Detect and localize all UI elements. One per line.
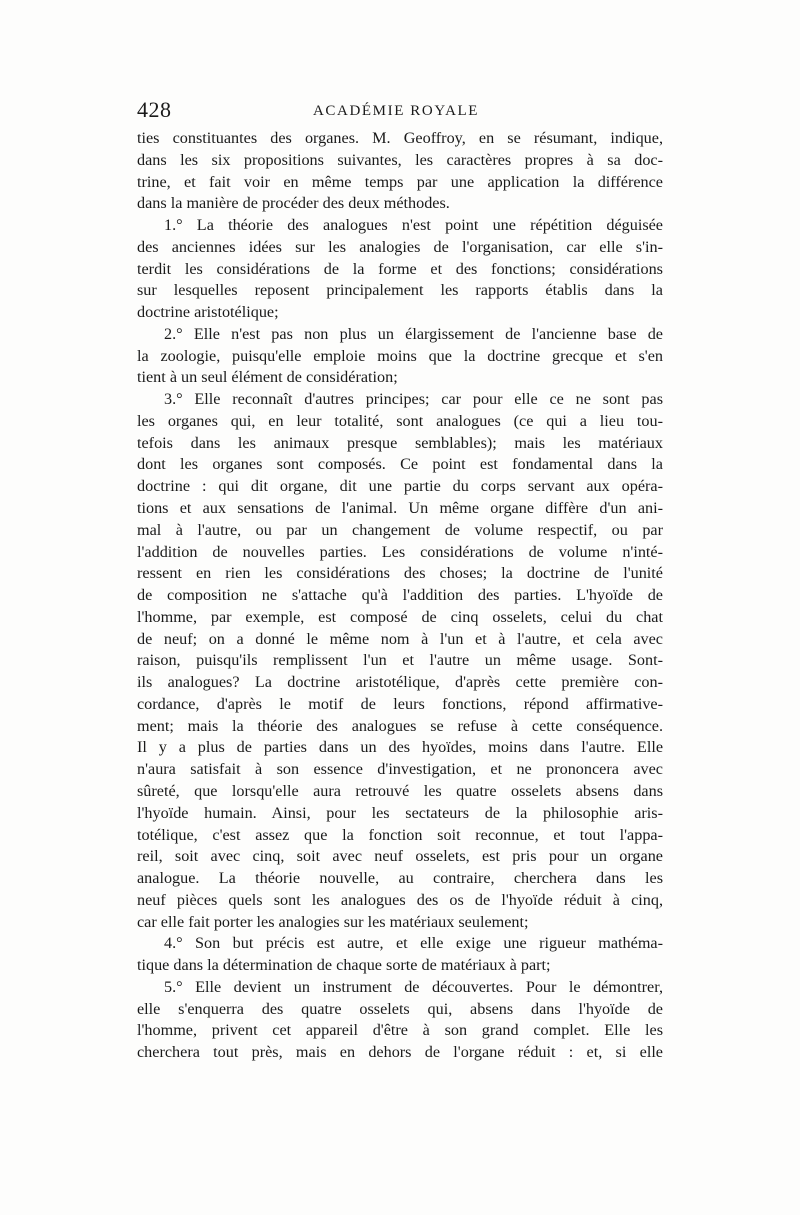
page-number: 428 bbox=[137, 97, 172, 122]
text-line: les organes qui, en leur totalité, sont analogues (ce qui a lieu tou- bbox=[137, 411, 663, 430]
text-line: doctrine : qui dit organe, dit une partie du corps servant aux opéra- bbox=[137, 477, 663, 496]
text-line: raison, puisqu'ils remplissent l'un et l'autre un même usage. Sont- bbox=[137, 651, 663, 670]
text-line: car elle fait porter les analogies sur les matériaux seulement; bbox=[137, 912, 529, 931]
text-line: elle s'enquerra des quatre osselets qui, absens dans l'hyoïde de bbox=[137, 999, 663, 1018]
text-line: Il y a plus de parties dans un des hyoïdes, moins dans l'autre. Elle bbox=[137, 738, 663, 757]
text-line: dans les six propositions suivantes, les caractères propres à sa doc- bbox=[137, 150, 663, 169]
text-line: sûreté, que lorsqu'elle aura retrouvé les quatre osselets absens dans bbox=[137, 781, 663, 800]
text-line: mal à l'autre, ou par un changement de volume respectif, ou par bbox=[137, 520, 663, 539]
text-line: ties constituantes des organes. M. Geoffroy, en se résumant, indique, bbox=[137, 129, 663, 147]
text-line: l'homme, par exemple, est composé de cinq osselets, celui du chat bbox=[137, 607, 663, 626]
text-line: totélique, c'est assez que la fonction soit reconnue, et tout l'appa- bbox=[137, 825, 663, 844]
text-line: tions et aux sensations de l'animal. Un même organe diffère d'un ani- bbox=[137, 499, 663, 518]
text-line: trine, et fait voir en même temps par une application la différence bbox=[137, 172, 663, 191]
proposition-5-line: 5.° Elle devient un instrument de découvertes. Pour le démontrer, bbox=[164, 977, 663, 996]
text-line: la zoologie, puisqu'elle emploie moins que la doctrine grecque et s'en bbox=[137, 346, 663, 365]
text-line: l'homme, privent cet appareil d'être à son grand complet. Elle les bbox=[137, 1021, 663, 1040]
text-line: dont les organes sont composés. Ce point est fondamental dans la bbox=[137, 455, 663, 474]
text-line: ils analogues? La doctrine aristotélique, d'après cette première con- bbox=[137, 673, 663, 692]
text-line: ressent en rien les considérations des choses; la doctrine de l'unité bbox=[137, 564, 663, 583]
text-line: analogue. La théorie nouvelle, au contraire, cherchera dans les bbox=[137, 869, 663, 888]
proposition-3-line: 3.° Elle reconnaît d'autres principes; car pour elle ce ne sont pas bbox=[164, 390, 663, 409]
text-line: cordance, d'après le motif de leurs fonctions, répond affirmative- bbox=[137, 694, 663, 713]
text-line: tique dans la détermination de chaque sorte de matériaux à part; bbox=[137, 956, 551, 975]
running-head: ACADÉMIE ROYALE bbox=[313, 103, 480, 119]
body-text bbox=[137, 128, 663, 1064]
proposition-4-line: 4.° Son but précis est autre, et elle exige une rigueur mathéma- bbox=[164, 934, 663, 953]
text-line: neuf pièces quels sont les analogues des os de l'hyoïde réduit à cinq, bbox=[137, 890, 663, 909]
proposition-1-line: 1.° La théorie des analogues n'est point une répétition déguisée bbox=[164, 216, 663, 235]
text-line: dans la manière de procéder des deux méthodes. bbox=[137, 194, 450, 213]
text-line: l'addition de nouvelles parties. Les considérations de volume n'inté- bbox=[137, 542, 663, 561]
text-line: de neuf; on a donné le même nom à l'un et à l'autre, et cela avec bbox=[137, 629, 663, 648]
text-line: reil, soit avec cinq, soit avec neuf osselets, est pris pour un organe bbox=[137, 847, 663, 866]
text-line: tefois dans les animaux presque semblables); mais les matériaux bbox=[137, 433, 663, 452]
text-line: sur lesquelles reposent principalement les rapports établis dans la bbox=[137, 281, 663, 300]
text-line: doctrine aristotélique; bbox=[137, 303, 279, 322]
text-line: des anciennes idées sur les analogies de l'organisation, car elle s'in- bbox=[137, 237, 663, 256]
text-line: terdit les considérations de la forme et des fonctions; considérations bbox=[137, 259, 663, 278]
text-line: de composition ne s'attache qu'à l'addition des parties. L'hyoïde de bbox=[137, 586, 663, 605]
page-header bbox=[137, 97, 663, 123]
proposition-2-line: 2.° Elle n'est pas non plus un élargissement de l'ancienne base de bbox=[164, 324, 663, 343]
text-line: n'aura satisfait à son essence d'investigation, et ne prononcera avec bbox=[137, 760, 663, 779]
text-line: l'hyoïde humain. Ainsi, pour les sectateurs de la philosophie aris- bbox=[137, 803, 663, 822]
text-line: cherchera tout près, mais en dehors de l'organe réduit : et, si elle bbox=[137, 1043, 663, 1062]
text-line: ment; mais la théorie des analogues se refuse à cette conséquence. bbox=[137, 716, 663, 735]
text-line: tient à un seul élément de considération; bbox=[137, 368, 398, 387]
